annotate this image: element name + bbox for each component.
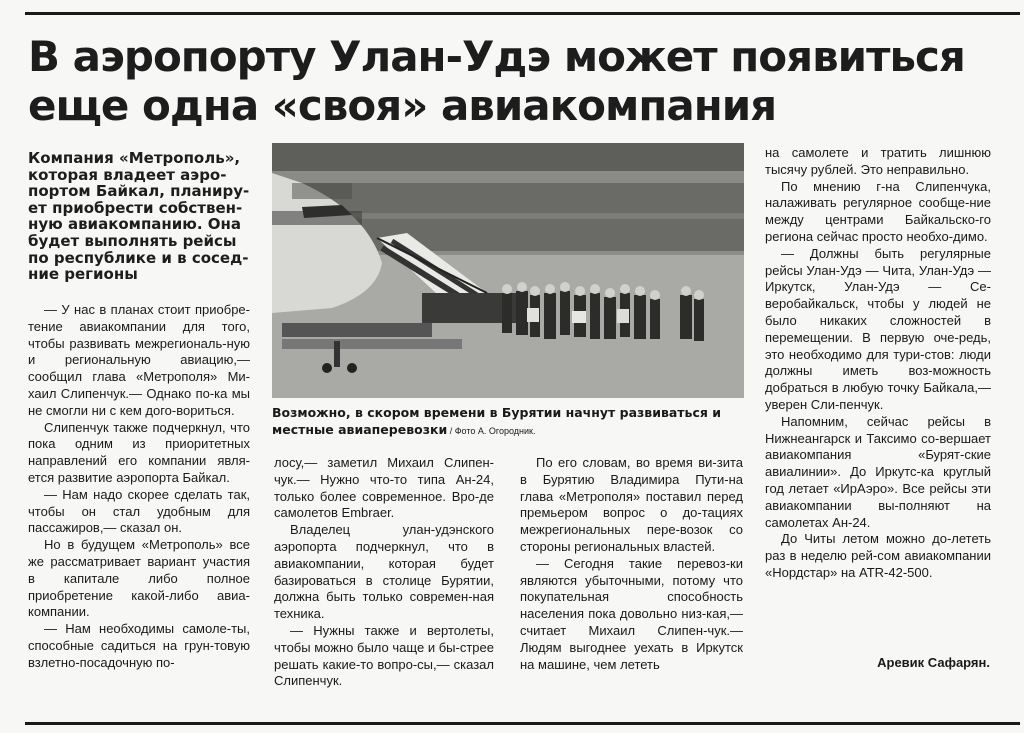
article-photo [272, 143, 744, 398]
paragraph: Владелец улан-удэнского аэропорта подчеркнул, что в авиакомпании, которая будет базироваться в столице Бурятии, должна быть только современ-ная техника. [274, 522, 494, 622]
text-column-3 [520, 455, 743, 673]
top-rule [25, 12, 1020, 15]
paragraph: Слипенчук также подчеркнул, что пока одним из приоритетных направлений его компании явля-ется развитие аэропорта Байкал. [28, 419, 250, 485]
paragraph: лосу,— заметил Михаил Слипен-чук.— Нужно что-то типа Ан-24, только более современное. Вро-де самолетов Embraer. [274, 455, 494, 521]
photo-credit: / Фото А. Огородник. [447, 426, 536, 436]
paragraph: — Нам необходимы самоле-ты, способные садиться на грун-товую взлетно-посадочную по- [28, 621, 250, 670]
text-column-4 [765, 145, 991, 582]
article-headline [28, 32, 1018, 130]
paragraph: — У нас в планах стоит приобре-тение авиакомпании для того, чтобы развивать межрегиональ-ную и региональную авиацию,— сообщил глава «Метрополя» Ми-хаил Слипенчук.— Однако по-ка мы не смогли ни с кем дого-вориться. [28, 302, 250, 418]
paragraph: До Читы летом можно до-лететь раз в неделю рей-сом авиакомпании «Нордстар» на ATR-42-500. [765, 531, 991, 580]
paragraph: По мнению г-на Слипенчука, налаживать регулярное сообще-ние между центрами Байкальско-го региона сейчас просто необхо-димо. [765, 178, 991, 244]
paragraph: По его словам, во время ви-зита в Бурятию Владимира Пути-на глава «Метрополя» поставил перед премьером вопрос о до-тациях межрегиональных пере-возок со стороны региональных властей. [520, 455, 743, 554]
paragraph: на самолете и тратить лишнюю тысячу рублей. Это неправильно. [765, 145, 991, 177]
text-column-2 [274, 455, 494, 690]
airport-apron-photo [272, 143, 744, 398]
paragraph: — Должны быть регулярные рейсы Улан-Удэ — Чита, Улан-Удэ — Иркутск, Улан-Удэ — Се-веробайкальск, чтобы у людей не было никаких сложностей в перемещении. В первую оче-редь, это необходимо для тури-стов: люди должны иметь воз-можность добраться в любую точку Байкала,— уверен Сли-пенчук. [765, 245, 991, 412]
paragraph: — Сегодня такие перевоз-ки являются убыточными, потому что покупательная способность населения пока довольно низ-кая,— считает Михаил Слипен-чук.— Людям выгоднее уехать в Иркутск на машине, чем лететь [520, 555, 743, 672]
caption-text: Возможно, в скором времени в Бурятии начнут развиваться и местные авиаперевозки [272, 405, 721, 437]
paragraph: Но в будущем «Метрополь» все же рассматривает вариант участия в капитале либо полное приобретение какой-либо авиа-компании. [28, 537, 250, 620]
paragraph: — Нам надо скорее сделать так, чтобы он стал удобным для пассажиров,— сказал он. [28, 486, 250, 536]
photo-caption [272, 404, 752, 440]
article-lead: Компания «Метрополь», которая владеет аэро-портом Байкал, планиру-ет приобрести собствен-ную авиакомпанию. Она будет выполнять рейсы по республике и в сосед-ние регионы [28, 149, 250, 284]
author-signature: Аревик Сафарян. [877, 655, 990, 670]
text-column-1 [28, 302, 250, 672]
paragraph: — Нужны также и вертолеты, чтобы можно было чаще и бы-стрее решать какие-то вопро-сы,— сказал Слипенчук. [274, 622, 494, 689]
headline-line-2: еще одна «своя» авиакомпания [28, 81, 777, 130]
paragraph: Напомним, сейчас рейсы в Нижнеангарск и Таксимо со-вершает авиакомпания «Бурят-ские авиалинии». До Иркутс-ка круглый год летает «ИрАэро». Все рейсы эти авиакомпании вы-полняют на самолетах Ан-24. [765, 413, 991, 530]
bottom-rule [25, 722, 1020, 725]
headline-line-1: В аэропорту Улан-Удэ может появиться [28, 32, 965, 81]
